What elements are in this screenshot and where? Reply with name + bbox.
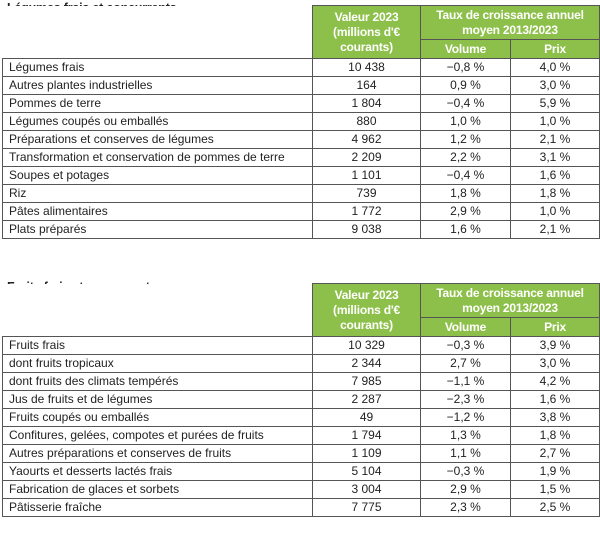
table-row: [3, 185, 600, 203]
table-row: [3, 221, 600, 239]
row-value: 1 772: [313, 203, 421, 221]
row-volume: −0,4 %: [421, 95, 511, 113]
row-prix: 1,0 %: [511, 113, 600, 131]
row-volume: −0,8 %: [421, 59, 511, 77]
row-value: 49: [313, 409, 421, 427]
row-prix: 1,8 %: [511, 427, 600, 445]
row-prix: 3,8 %: [511, 409, 600, 427]
vegetables-table: [2, 5, 600, 239]
row-volume: 2,2 %: [421, 149, 511, 167]
table-row: [3, 481, 600, 499]
row-prix: 1,6 %: [511, 167, 600, 185]
table-row: [3, 95, 600, 113]
row-volume: 1,3 %: [421, 427, 511, 445]
row-prix: 3,0 %: [511, 77, 600, 95]
row-prix: 5,9 %: [511, 95, 600, 113]
row-value: 7 775: [313, 499, 421, 517]
row-value: 1 101: [313, 167, 421, 185]
row-volume: 1,6 %: [421, 221, 511, 239]
row-prix: 4,2 %: [511, 373, 600, 391]
table-row: [3, 355, 600, 373]
table-row: [3, 337, 600, 355]
row-value: 10 329: [313, 337, 421, 355]
table-row: [3, 167, 600, 185]
row-volume: −1,1 %: [421, 373, 511, 391]
row-volume: 0,9 %: [421, 77, 511, 95]
row-value: 7 985: [313, 373, 421, 391]
row-label: Pâtisserie fraîche: [3, 499, 313, 517]
row-value: 2 287: [313, 391, 421, 409]
header-line: moyen 2013/2023: [462, 300, 558, 315]
header-line: Valeur 2023: [334, 287, 399, 302]
table-row: [3, 203, 600, 221]
header-line: courants): [340, 317, 393, 332]
volume-column-header: Volume: [421, 40, 511, 59]
table-row: [3, 499, 600, 517]
fruits-table: [2, 283, 600, 517]
prix-column-header: Prix: [511, 318, 600, 337]
row-label: Fruits frais: [3, 337, 313, 355]
row-value: 739: [313, 185, 421, 203]
header-line: (millions d'€: [333, 24, 400, 39]
row-volume: −1,2 %: [421, 409, 511, 427]
row-volume: 1,2 %: [421, 131, 511, 149]
vegetables-section: [0, 0, 600, 265]
row-value: 1 804: [313, 95, 421, 113]
row-label: Jus de fruits et de légumes: [3, 391, 313, 409]
row-label: Légumes coupés ou emballés: [3, 113, 313, 131]
row-prix: 3,0 %: [511, 355, 600, 373]
header-line: (millions d'€: [333, 302, 400, 317]
row-volume: −2,3 %: [421, 391, 511, 409]
row-volume: 1,8 %: [421, 185, 511, 203]
row-label: Confitures, gelées, compotes et purées de fruits: [3, 427, 313, 445]
row-prix: 2,1 %: [511, 221, 600, 239]
row-value: 1 109: [313, 445, 421, 463]
row-volume: 2,7 %: [421, 355, 511, 373]
row-prix: 4,0 %: [511, 59, 600, 77]
row-prix: 1,9 %: [511, 463, 600, 481]
header-line: Taux de croissance annuel: [436, 7, 584, 22]
volume-column-header: Volume: [421, 318, 511, 337]
row-label: Riz: [3, 185, 313, 203]
table-row: [3, 445, 600, 463]
row-value: 2 209: [313, 149, 421, 167]
row-prix: 2,5 %: [511, 499, 600, 517]
row-volume: 1,1 %: [421, 445, 511, 463]
row-prix: 2,7 %: [511, 445, 600, 463]
growth-group-header: [421, 6, 600, 40]
row-label: Plats préparés: [3, 221, 313, 239]
header-line: courants): [340, 39, 393, 54]
row-label: Préparations et conserves de légumes: [3, 131, 313, 149]
table-row: [3, 131, 600, 149]
table-row: [3, 113, 600, 131]
row-label: dont fruits des climats tempérés: [3, 373, 313, 391]
table-row: [3, 149, 600, 167]
header-line: Taux de croissance annuel: [436, 285, 584, 300]
header-line: Valeur 2023: [334, 9, 399, 24]
table-row: [3, 373, 600, 391]
row-label: dont fruits tropicaux: [3, 355, 313, 373]
row-label: Yaourts et desserts lactés frais: [3, 463, 313, 481]
row-volume: 2,3 %: [421, 499, 511, 517]
row-label: Autres plantes industrielles: [3, 77, 313, 95]
row-value: 5 104: [313, 463, 421, 481]
row-value: 164: [313, 77, 421, 95]
row-label: Soupes et potages: [3, 167, 313, 185]
row-prix: 2,1 %: [511, 131, 600, 149]
row-value: 4 962: [313, 131, 421, 149]
row-prix: 3,1 %: [511, 149, 600, 167]
row-label: Transformation et conservation de pommes de terre: [3, 149, 313, 167]
value-column-header: [313, 284, 421, 337]
row-volume: 1,0 %: [421, 113, 511, 131]
row-prix: 3,9 %: [511, 337, 600, 355]
row-volume: −0,3 %: [421, 463, 511, 481]
row-label: Autres préparations et conserves de fruits: [3, 445, 313, 463]
row-value: 3 004: [313, 481, 421, 499]
row-volume: −0,3 %: [421, 337, 511, 355]
row-label: Légumes frais: [3, 59, 313, 77]
row-value: 880: [313, 113, 421, 131]
table-row: [3, 59, 600, 77]
row-prix: 1,8 %: [511, 185, 600, 203]
row-value: 10 438: [313, 59, 421, 77]
table-row: [3, 427, 600, 445]
table-row: [3, 463, 600, 481]
row-value: 9 038: [313, 221, 421, 239]
table-row: [3, 391, 600, 409]
row-label: Pâtes alimentaires: [3, 203, 313, 221]
row-volume: 2,9 %: [421, 203, 511, 221]
row-label: Pommes de terre: [3, 95, 313, 113]
row-prix: 1,0 %: [511, 203, 600, 221]
row-prix: 1,5 %: [511, 481, 600, 499]
blank-header-cell: [3, 6, 313, 59]
value-column-header: [313, 6, 421, 59]
blank-header-cell: [3, 284, 313, 337]
row-label: Fruits coupés ou emballés: [3, 409, 313, 427]
fruits-section: [0, 280, 600, 540]
row-label: Fabrication de glaces et sorbets: [3, 481, 313, 499]
table-row: [3, 77, 600, 95]
prix-column-header: Prix: [511, 40, 600, 59]
row-volume: −0,4 %: [421, 167, 511, 185]
row-prix: 1,6 %: [511, 391, 600, 409]
row-value: 1 794: [313, 427, 421, 445]
table-row: [3, 409, 600, 427]
growth-group-header: [421, 284, 600, 318]
row-value: 2 344: [313, 355, 421, 373]
header-line: moyen 2013/2023: [462, 22, 558, 37]
row-volume: 2,9 %: [421, 481, 511, 499]
